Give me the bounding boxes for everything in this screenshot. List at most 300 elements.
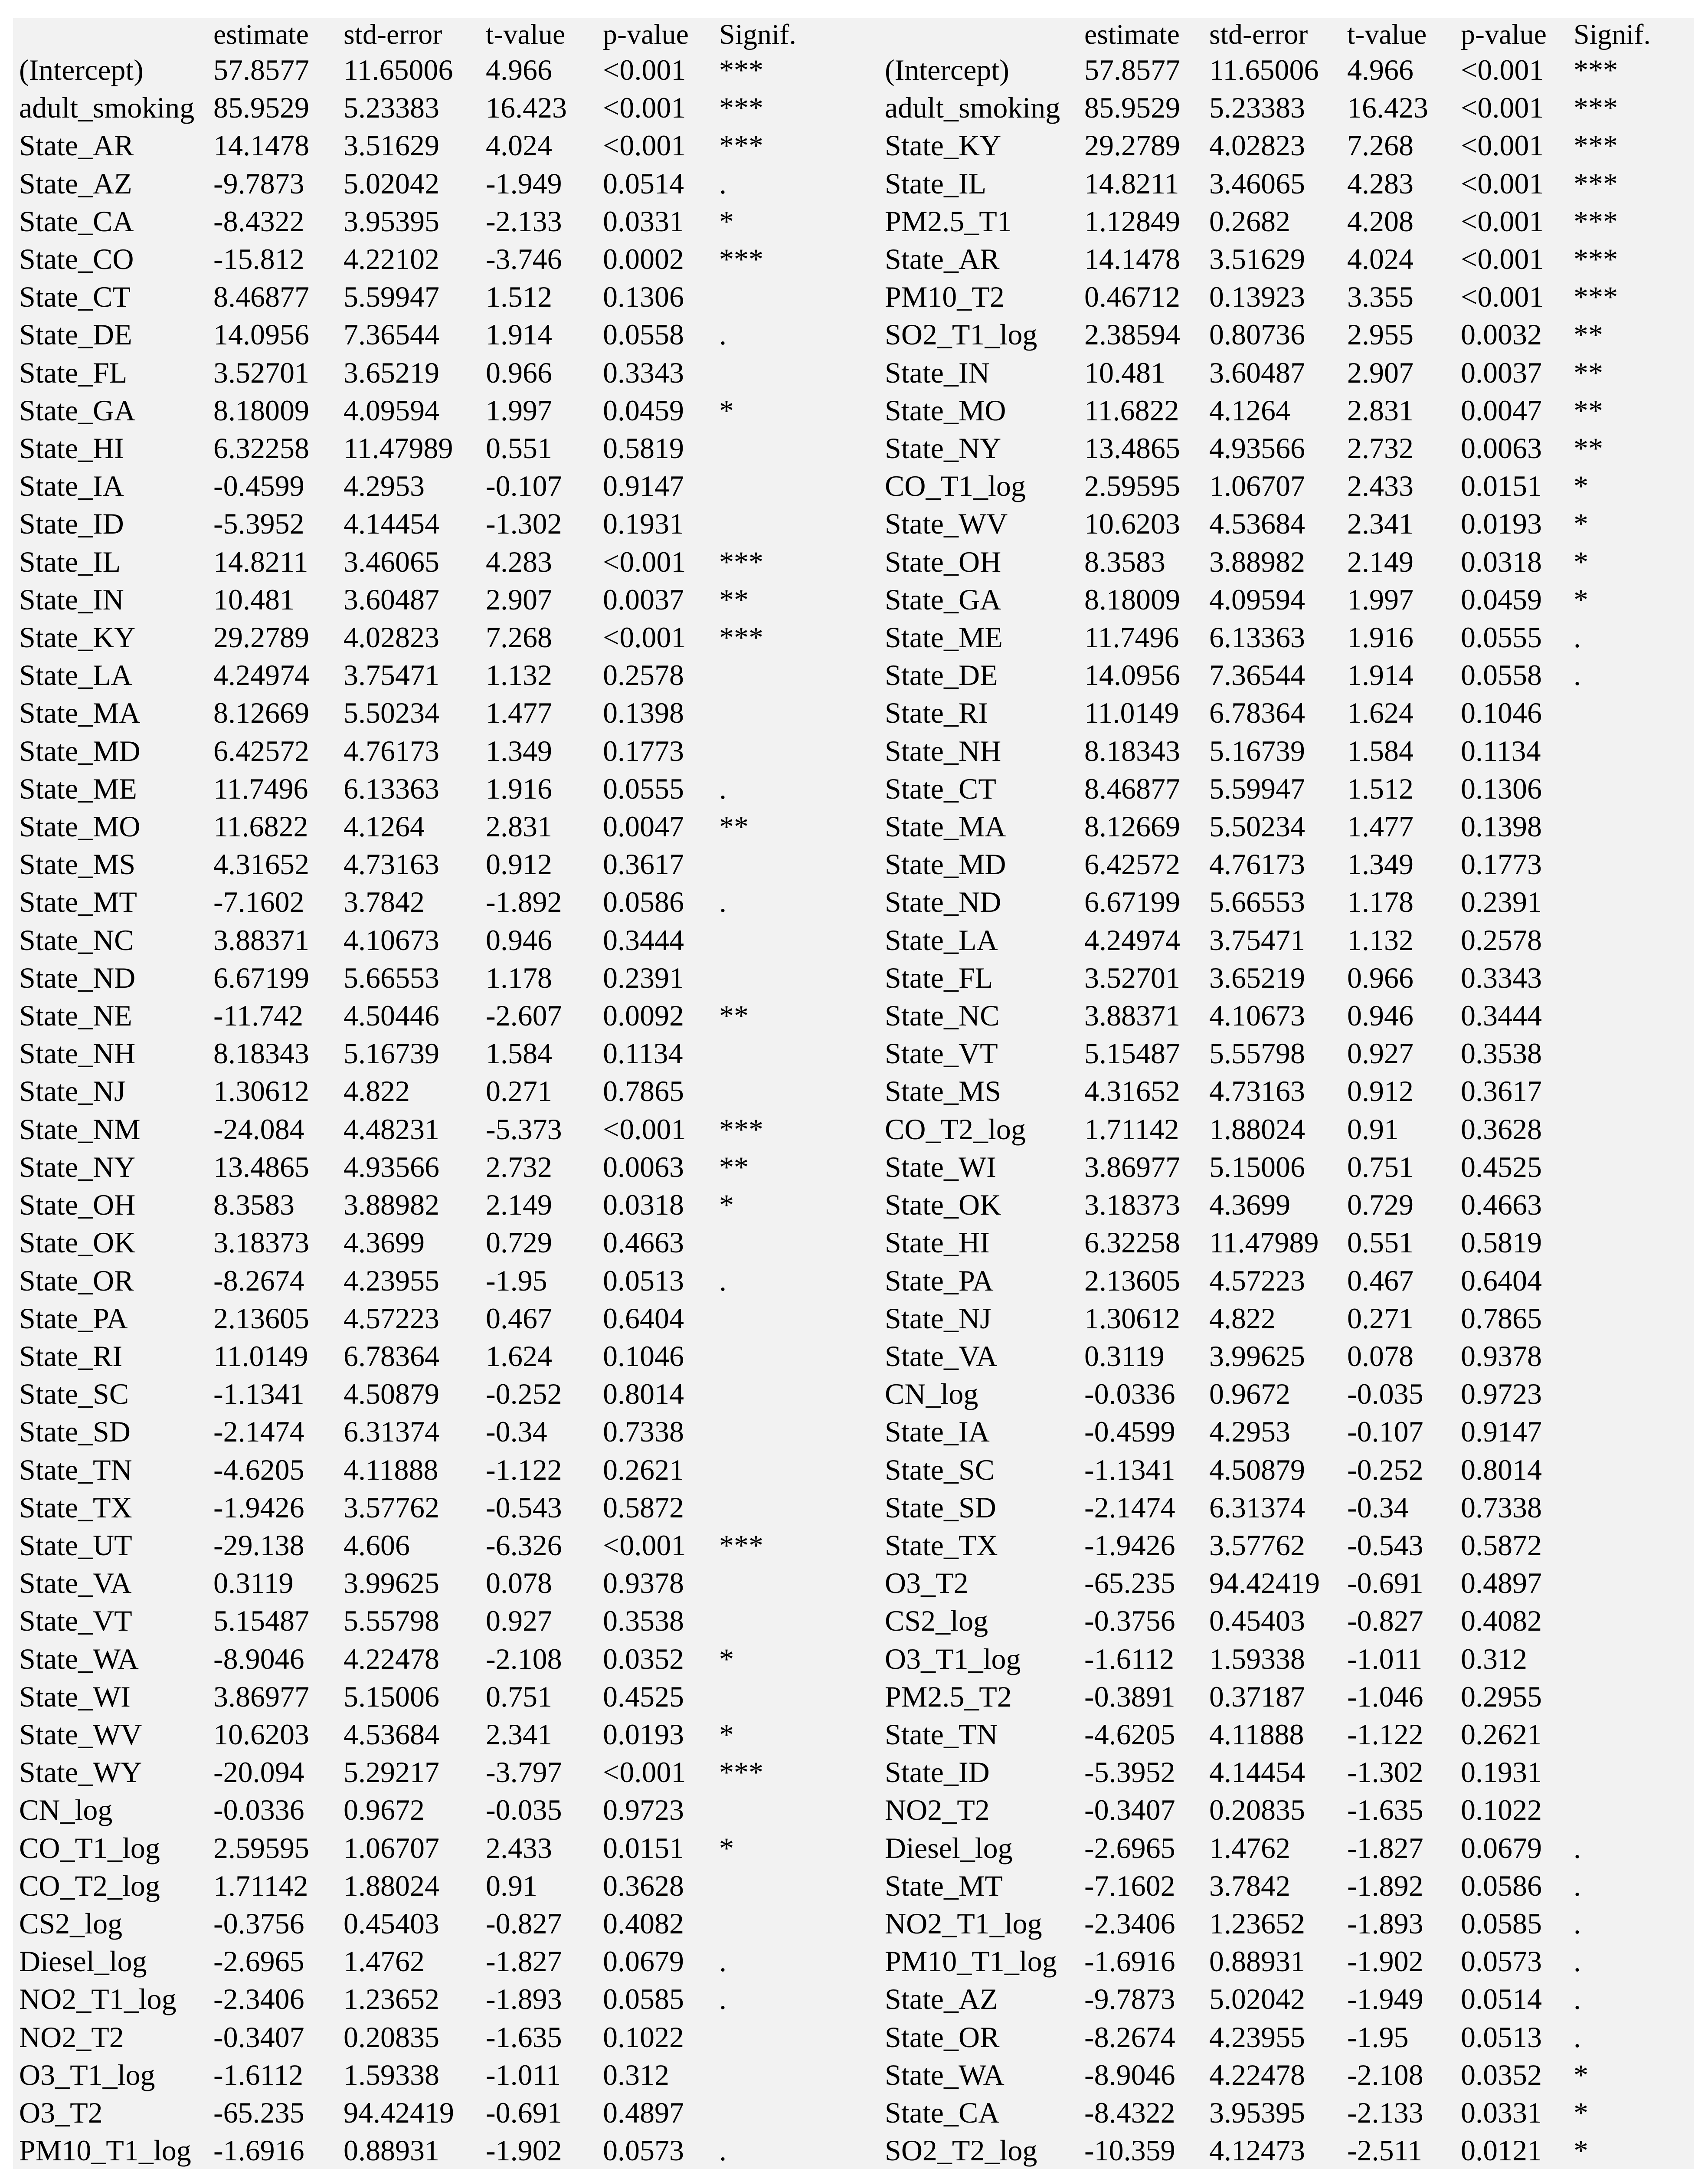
term-cell: State_SD: [885, 1491, 996, 1524]
t-value-cell: -1.635: [486, 2020, 562, 2054]
estimate-cell: 11.7496: [1084, 621, 1179, 654]
p-value-cell: 0.3538: [1461, 1037, 1542, 1070]
table-row: [13, 2056, 879, 2094]
term-cell: State_TN: [885, 1717, 998, 1751]
estimate-cell: -20.094: [213, 1756, 304, 1789]
signif-cell: ***: [1574, 204, 1618, 238]
t-value-cell: 0.91: [1347, 1112, 1399, 1146]
signif-cell: .: [1574, 1982, 1581, 2016]
signif-cell: [1567, 1072, 1694, 1110]
table-row: [879, 543, 1694, 581]
header-estimate: estimate: [1084, 19, 1180, 50]
signif-cell: .: [1574, 621, 1581, 654]
p-value-cell: 0.1046: [1461, 696, 1542, 730]
term-cell: State_NY: [885, 432, 1001, 465]
p-value-cell: 0.1306: [1461, 772, 1542, 805]
std-error-cell: 5.50234: [344, 696, 439, 730]
term-cell: State_CO: [19, 242, 134, 276]
term-cell: State_VT: [19, 1604, 132, 1638]
estimate-cell: -1.6916: [1084, 1945, 1175, 1978]
table-row: [879, 2094, 1694, 2132]
signif-cell: *: [1574, 2096, 1588, 2129]
p-value-cell: 0.3617: [603, 848, 684, 881]
signif-cell: [1567, 808, 1694, 845]
p-value-cell: 0.3444: [1461, 999, 1542, 1032]
estimate-cell: -8.4322: [1084, 2096, 1175, 2129]
table-row: [879, 921, 1694, 959]
signif-cell: [713, 694, 879, 732]
t-value-cell: 1.349: [1347, 848, 1414, 881]
t-value-cell: 0.966: [1347, 961, 1414, 994]
std-error-cell: 0.80736: [1209, 318, 1305, 351]
estimate-cell: 11.6822: [1084, 393, 1179, 427]
signif-cell: ***: [719, 53, 763, 86]
estimate-cell: 10.6203: [1084, 507, 1180, 541]
signif-cell: [713, 505, 879, 543]
std-error-cell: 11.47989: [344, 432, 453, 465]
t-value-cell: 0.966: [486, 356, 552, 389]
t-value-cell: -1.892: [1347, 1869, 1423, 1902]
term-cell: adult_smoking: [19, 91, 195, 125]
estimate-cell: -9.7873: [213, 167, 304, 200]
p-value-cell: 0.1931: [1461, 1756, 1542, 1789]
p-value-cell: 0.2621: [603, 1453, 684, 1486]
term-cell: State_MA: [885, 810, 1006, 843]
signif-cell: ***: [1574, 280, 1618, 314]
table-row: [879, 1716, 1694, 1753]
std-error-cell: 0.20835: [1209, 1793, 1305, 1827]
term-cell: State_WA: [885, 2058, 1005, 2091]
signif-cell: [713, 845, 879, 883]
std-error-cell: 5.16739: [1209, 734, 1305, 767]
t-value-cell: 1.997: [1347, 583, 1414, 616]
table-row: [879, 1753, 1694, 1791]
p-value-cell: 0.0679: [603, 1945, 684, 1978]
std-error-cell: 0.88931: [344, 2134, 439, 2167]
signif-cell: [1567, 1489, 1694, 1527]
std-error-cell: 4.02823: [344, 621, 439, 654]
t-value-cell: 0.927: [486, 1604, 552, 1638]
table-row: [13, 354, 879, 392]
term-cell: State_TN: [19, 1453, 132, 1486]
estimate-cell: -0.3407: [1084, 1793, 1175, 1827]
table-row: [13, 543, 879, 581]
table-row: [879, 656, 1694, 694]
table-row: [13, 1602, 879, 1640]
term-cell: State_MD: [19, 734, 141, 767]
table-row: [13, 1640, 879, 1678]
p-value-cell: 0.9147: [1461, 1415, 1542, 1448]
estimate-cell: 8.12669: [213, 696, 309, 730]
estimate-cell: -2.3406: [213, 1982, 304, 2016]
t-value-cell: 1.916: [1347, 621, 1414, 654]
p-value-cell: 0.0331: [1461, 2096, 1542, 2129]
term-cell: State_ID: [19, 507, 124, 541]
signif-cell: [1567, 1753, 1694, 1791]
t-value-cell: 0.912: [1347, 1075, 1414, 1108]
term-cell: State_MT: [19, 885, 137, 919]
signif-cell: [713, 467, 879, 505]
t-value-cell: -1.902: [1347, 1945, 1423, 1978]
signif-cell: [713, 1413, 879, 1451]
table-row: [13, 429, 879, 467]
term-cell: State_GA: [19, 393, 136, 427]
std-error-cell: 3.75471: [1209, 923, 1305, 957]
p-value-cell: <0.001: [1461, 280, 1544, 314]
p-value-cell: 0.3343: [1461, 961, 1542, 994]
std-error-cell: 4.57223: [1209, 1264, 1305, 1297]
t-value-cell: 1.132: [1347, 923, 1414, 957]
table-row: [879, 959, 1694, 997]
table-row: [13, 1300, 879, 1337]
table-row: [879, 165, 1694, 203]
t-value-cell: 2.433: [1347, 469, 1414, 503]
table-row: [13, 808, 879, 845]
std-error-cell: 11.65006: [1209, 53, 1319, 86]
signif-cell: [713, 656, 879, 694]
estimate-cell: 2.13605: [1084, 1264, 1180, 1297]
left-table-header: [13, 18, 879, 51]
p-value-cell: 0.0047: [603, 810, 684, 843]
estimate-cell: -1.6112: [1084, 1642, 1175, 1675]
std-error-cell: 4.53684: [1209, 507, 1305, 541]
table-row: [13, 1451, 879, 1489]
p-value-cell: <0.001: [1461, 204, 1544, 238]
estimate-cell: 57.8577: [1084, 53, 1180, 86]
term-cell: State_IL: [19, 545, 121, 578]
signif-cell: ***: [1574, 53, 1618, 86]
std-error-cell: 1.4762: [344, 1945, 425, 1978]
std-error-cell: 0.9672: [344, 1793, 425, 1827]
p-value-cell: 0.3343: [603, 356, 684, 389]
std-error-cell: 5.66553: [1209, 885, 1305, 919]
t-value-cell: 0.078: [1347, 1339, 1414, 1373]
signif-cell: [1567, 845, 1694, 883]
t-value-cell: 0.271: [486, 1075, 552, 1108]
table-row: [879, 505, 1694, 543]
t-value-cell: 0.078: [486, 1566, 552, 1600]
table-row: [13, 127, 879, 164]
term-cell: State_VA: [19, 1566, 132, 1600]
signif-cell: *: [719, 1717, 734, 1751]
header-p-value: p-value: [1461, 19, 1547, 50]
std-error-cell: 5.02042: [1209, 1982, 1305, 2016]
signif-cell: [713, 959, 879, 997]
t-value-cell: 16.423: [1347, 91, 1428, 125]
std-error-cell: 4.76173: [344, 734, 439, 767]
signif-cell: [1567, 1375, 1694, 1413]
t-value-cell: -0.252: [1347, 1453, 1423, 1486]
table-row: [13, 1111, 879, 1148]
std-error-cell: 6.13363: [1209, 621, 1305, 654]
table-row: [13, 2018, 879, 2056]
estimate-cell: 2.59595: [1084, 469, 1180, 503]
signif-cell: .: [719, 1982, 726, 2016]
estimate-cell: 85.9529: [213, 91, 309, 125]
term-cell: Diesel_log: [885, 1831, 1013, 1864]
p-value-cell: 0.3628: [603, 1869, 684, 1902]
table-row: [879, 51, 1694, 89]
table-row: [13, 1035, 879, 1072]
std-error-cell: 1.06707: [1209, 469, 1305, 503]
std-error-cell: 5.55798: [344, 1604, 439, 1638]
std-error-cell: 0.88931: [1209, 1945, 1305, 1978]
estimate-cell: 85.9529: [1084, 91, 1180, 125]
table-row: [879, 1905, 1694, 1943]
signif-cell: [1567, 959, 1694, 997]
term-cell: State_FL: [19, 356, 128, 389]
estimate-cell: -8.9046: [1084, 2058, 1175, 2091]
header-std-error: std-error: [1209, 19, 1308, 50]
table-row: [879, 89, 1694, 127]
signif-cell: [1567, 1716, 1694, 1753]
p-value-cell: 0.1134: [1461, 734, 1541, 767]
table-row: [879, 203, 1694, 240]
std-error-cell: 3.46065: [344, 545, 439, 578]
estimate-cell: 2.38594: [1084, 318, 1180, 351]
term-cell: State_ID: [885, 1756, 990, 1789]
t-value-cell: 0.729: [486, 1226, 552, 1259]
p-value-cell: <0.001: [603, 91, 686, 125]
std-error-cell: 4.10673: [344, 923, 439, 957]
signif-cell: **: [719, 1150, 749, 1183]
term-cell: State_VT: [885, 1037, 998, 1070]
table-row: [879, 1186, 1694, 1224]
term-cell: SO2_T1_log: [885, 318, 1037, 351]
signif-cell: .: [1574, 2020, 1581, 2054]
table-row: [13, 883, 879, 921]
table-row: [879, 1224, 1694, 1261]
estimate-cell: 1.30612: [1084, 1301, 1180, 1335]
table-row: [879, 1489, 1694, 1527]
table-row: [13, 1753, 879, 1791]
table-row: [879, 1451, 1694, 1489]
std-error-cell: 1.06707: [344, 1831, 439, 1864]
std-error-cell: 6.78364: [1209, 696, 1305, 730]
signif-cell: [1567, 1640, 1694, 1678]
table-row: [879, 808, 1694, 845]
term-cell: State_NJ: [19, 1075, 126, 1108]
p-value-cell: <0.001: [603, 53, 686, 86]
p-value-cell: 0.4082: [603, 1907, 684, 1940]
estimate-cell: 1.71142: [213, 1869, 308, 1902]
estimate-cell: -0.3891: [1084, 1680, 1175, 1713]
term-cell: State_PA: [885, 1264, 994, 1297]
signif-cell: ***: [1574, 91, 1618, 125]
table-row: [13, 1337, 879, 1375]
term-cell: State_CT: [885, 772, 996, 805]
std-error-cell: 5.15006: [344, 1680, 439, 1713]
std-error-cell: 3.57762: [1209, 1528, 1305, 1562]
std-error-cell: 4.14454: [1209, 1756, 1305, 1789]
estimate-cell: 8.3583: [1084, 545, 1165, 578]
std-error-cell: 4.57223: [344, 1301, 439, 1335]
estimate-cell: 14.8211: [213, 545, 308, 578]
std-error-cell: 4.11888: [344, 1453, 438, 1486]
estimate-cell: 3.88371: [213, 923, 309, 957]
table-row: [13, 240, 879, 278]
term-cell: State_DE: [19, 318, 132, 351]
estimate-cell: 4.24974: [1084, 923, 1180, 957]
term-cell: State_MD: [885, 848, 1006, 881]
table-row: [879, 1943, 1694, 1980]
signif-cell: *: [719, 1642, 734, 1675]
header-t-value: t-value: [1347, 19, 1427, 50]
signif-cell: [1567, 1678, 1694, 1716]
estimate-cell: -2.1474: [213, 1415, 304, 1448]
std-error-cell: 4.48231: [344, 1112, 439, 1146]
estimate-cell: 3.86977: [213, 1680, 309, 1713]
t-value-cell: 0.751: [486, 1680, 552, 1713]
t-value-cell: 7.268: [486, 621, 552, 654]
term-cell: State_SC: [19, 1377, 129, 1411]
term-cell: State_NH: [19, 1037, 136, 1070]
signif-cell: *: [719, 204, 734, 238]
p-value-cell: 0.0318: [1461, 545, 1542, 578]
std-error-cell: 4.22478: [1209, 2058, 1305, 2091]
std-error-cell: 4.23955: [1209, 2020, 1305, 2054]
table-row: [13, 1564, 879, 1602]
table-row: [13, 1791, 879, 1829]
signif-cell: ***: [719, 1112, 763, 1146]
signif-cell: *: [1574, 469, 1588, 503]
term-cell: State_CA: [19, 204, 134, 238]
t-value-cell: -2.133: [486, 204, 562, 238]
estimate-cell: 8.12669: [1084, 810, 1180, 843]
t-value-cell: -2.108: [1347, 2058, 1423, 2091]
term-cell: PM10_T1_log: [19, 2134, 191, 2167]
term-cell: State_PA: [19, 1301, 128, 1335]
estimate-cell: 6.32258: [1084, 1226, 1180, 1259]
signif-cell: [1567, 1111, 1694, 1148]
std-error-cell: 4.50446: [344, 999, 439, 1032]
std-error-cell: 5.66553: [344, 961, 439, 994]
signif-cell: [1567, 1451, 1694, 1489]
estimate-cell: 4.31652: [1084, 1075, 1180, 1108]
term-cell: State_WA: [19, 1642, 139, 1675]
t-value-cell: -1.011: [1347, 1642, 1423, 1675]
p-value-cell: 0.0032: [1461, 318, 1542, 351]
table-row: [879, 127, 1694, 164]
p-value-cell: 0.7865: [603, 1075, 684, 1108]
std-error-cell: 5.23383: [344, 91, 439, 125]
p-value-cell: 0.1398: [1461, 810, 1542, 843]
estimate-cell: 8.46877: [1084, 772, 1180, 805]
estimate-cell: -9.7873: [1084, 1982, 1175, 2016]
right-coefficient-panel: [879, 18, 1694, 2169]
signif-cell: [1567, 997, 1694, 1035]
t-value-cell: 4.024: [1347, 242, 1414, 276]
estimate-cell: -1.1341: [213, 1377, 304, 1411]
table-row: [13, 2094, 879, 2132]
estimate-cell: 6.67199: [1084, 885, 1180, 919]
t-value-cell: 2.149: [486, 1188, 552, 1222]
p-value-cell: 0.6404: [603, 1301, 684, 1335]
term-cell: State_NH: [885, 734, 1001, 767]
t-value-cell: -3.797: [486, 1756, 562, 1789]
estimate-cell: -2.6965: [213, 1945, 304, 1978]
p-value-cell: 0.9147: [603, 469, 684, 503]
table-row: [13, 1186, 879, 1224]
left-coefficient-table: [13, 18, 879, 2169]
p-value-cell: 0.0121: [1461, 2134, 1542, 2167]
t-value-cell: -0.691: [486, 2096, 562, 2129]
signif-cell: *: [1574, 507, 1588, 541]
signif-cell: [713, 1224, 879, 1261]
p-value-cell: <0.001: [1461, 129, 1544, 162]
t-value-cell: -0.035: [486, 1793, 562, 1827]
signif-cell: [713, 732, 879, 770]
left-table-body: [13, 51, 879, 2169]
p-value-cell: 0.0151: [1461, 469, 1542, 503]
signif-cell: .: [1574, 1831, 1581, 1864]
t-value-cell: 3.355: [1347, 280, 1414, 314]
std-error-cell: 4.22478: [344, 1642, 439, 1675]
term-cell: State_TX: [885, 1528, 998, 1562]
std-error-cell: 4.822: [1209, 1301, 1276, 1335]
estimate-cell: 8.46877: [213, 280, 309, 314]
term-cell: O3_T2: [885, 1566, 969, 1600]
estimate-cell: 0.3119: [213, 1566, 294, 1600]
estimate-cell: -65.235: [213, 2096, 304, 2129]
table-row: [879, 2056, 1694, 2094]
p-value-cell: 0.0558: [603, 318, 684, 351]
t-value-cell: 1.132: [486, 659, 552, 692]
table-row: [13, 619, 879, 656]
std-error-cell: 3.88982: [344, 1188, 439, 1222]
p-value-cell: <0.001: [1461, 242, 1544, 276]
t-value-cell: 4.966: [486, 53, 552, 86]
signif-cell: [713, 1300, 879, 1337]
p-value-cell: 0.0585: [603, 1982, 684, 2016]
t-value-cell: -0.34: [486, 1415, 547, 1448]
estimate-cell: 29.2789: [213, 621, 309, 654]
table-row: [13, 770, 879, 808]
term-cell: State_SC: [885, 1453, 995, 1486]
term-cell: State_ME: [19, 772, 137, 805]
t-value-cell: -1.949: [486, 167, 562, 200]
signif-cell: [713, 2018, 879, 2056]
right-coefficient-table: [879, 18, 1694, 2169]
p-value-cell: 0.0352: [1461, 2058, 1542, 2091]
std-error-cell: 5.29217: [344, 1756, 439, 1789]
signif-cell: [1567, 732, 1694, 770]
t-value-cell: -0.34: [1347, 1491, 1409, 1524]
p-value-cell: 0.0586: [1461, 1869, 1542, 1902]
p-value-cell: <0.001: [1461, 167, 1544, 200]
std-error-cell: 11.47989: [1209, 1226, 1319, 1259]
std-error-cell: 5.02042: [344, 167, 439, 200]
t-value-cell: -1.011: [486, 2058, 561, 2091]
estimate-cell: 14.0956: [213, 318, 309, 351]
table-row: [879, 845, 1694, 883]
term-cell: NO2_T1_log: [19, 1982, 177, 2016]
p-value-cell: <0.001: [603, 1528, 686, 1562]
estimate-cell: 11.0149: [213, 1339, 308, 1373]
term-cell: State_OR: [885, 2020, 1000, 2054]
signif-cell: [713, 921, 879, 959]
estimate-cell: 3.86977: [1084, 1150, 1180, 1183]
t-value-cell: 2.341: [1347, 507, 1414, 541]
signif-cell: ***: [1574, 167, 1618, 200]
p-value-cell: 0.5819: [603, 432, 684, 465]
signif-cell: [713, 1451, 879, 1489]
term-cell: State_KY: [19, 621, 136, 654]
p-value-cell: 0.0585: [1461, 1907, 1542, 1940]
t-value-cell: 4.208: [1347, 204, 1414, 238]
term-cell: NO2_T1_log: [885, 1907, 1042, 1940]
term-cell: State_WV: [19, 1717, 142, 1751]
